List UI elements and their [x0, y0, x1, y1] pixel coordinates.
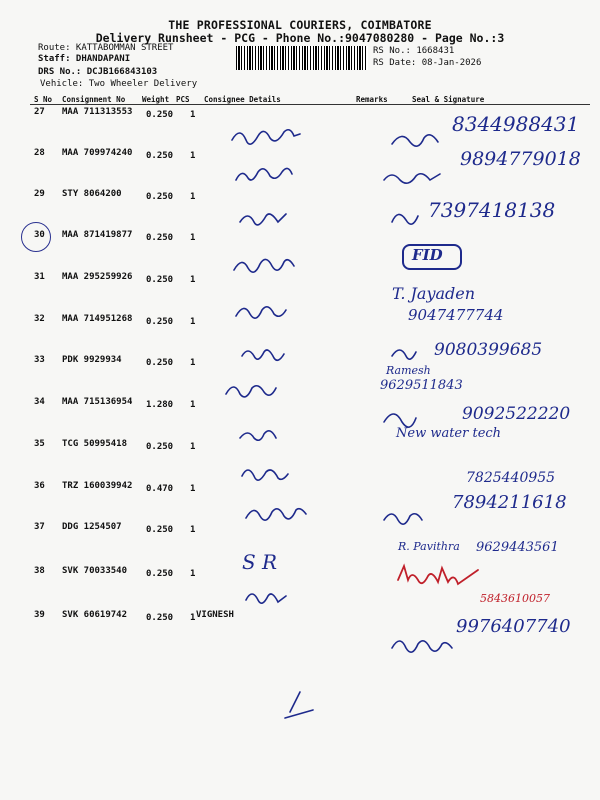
- row-sno: 39: [34, 610, 45, 620]
- seal-signature-27: [392, 135, 438, 146]
- row-consignment-no: DDG 1254507: [62, 522, 122, 532]
- row-pcs: 1: [190, 110, 196, 120]
- row-pcs: 1: [190, 400, 196, 410]
- row-pcs: 1: [190, 233, 196, 243]
- row-consignment-no: TRZ 160039942: [62, 481, 133, 491]
- consignee-signature-27: [232, 130, 300, 144]
- consignee-signature-33: [242, 350, 284, 360]
- row-pcs: 1: [190, 569, 196, 579]
- rs-date: RS Date: 08-Jan-2026: [373, 58, 482, 68]
- seal-signature-37: [384, 514, 422, 524]
- row-weight: 0.470: [146, 484, 174, 494]
- hand-phone-37: 7894211618: [452, 492, 567, 513]
- row-sno: 29: [34, 189, 45, 199]
- hand-note-35: New water tech: [396, 426, 502, 441]
- row-consignment-no: MAA 714951268: [62, 314, 133, 324]
- row-pcs: 1: [190, 358, 196, 368]
- stray-pen-line: [285, 692, 313, 718]
- hand-phone-31: 9047477744: [408, 306, 504, 324]
- col-sno: S No: [34, 95, 53, 104]
- row-weight: 1.280: [146, 400, 174, 410]
- hand-name-31: T. Jayaden: [392, 284, 476, 303]
- hand-name-38: R. Pavithra: [398, 540, 460, 553]
- consignee-signature-37: [246, 509, 306, 521]
- row-consignment-no: PDK 9929934: [62, 355, 122, 365]
- row-weight: 0.250: [146, 110, 174, 120]
- row-sno: 36: [34, 481, 45, 491]
- hand-phone-27: 8344988431: [452, 112, 580, 136]
- hand-phone-38: 9629443561: [476, 540, 559, 555]
- consignee-signature-39: [246, 594, 286, 603]
- row-sno: 28: [34, 148, 45, 158]
- col-weight: Weight: [142, 95, 170, 104]
- row-pcs: 1: [190, 317, 196, 327]
- staff-label: Staff: DHANDAPANI: [38, 54, 131, 64]
- row-consignment-no: MAA 715136954: [62, 397, 133, 407]
- consignee-signature-31: [234, 259, 294, 272]
- row-sno: 33: [34, 355, 45, 365]
- seal-signature-29: [392, 214, 418, 224]
- seal-signature-39: [392, 641, 452, 652]
- row-pcs: 1: [190, 151, 196, 161]
- row-weight: 0.250: [146, 317, 174, 327]
- route-label: Route: KATTABOMMAN STREET: [38, 43, 174, 53]
- hand-fid: FID: [412, 246, 443, 264]
- seal-signature-33: [392, 350, 416, 359]
- hand-phone-35: 9092522220: [462, 404, 571, 424]
- row-pcs: 1: [190, 442, 196, 452]
- row-consignee: VIGNESH: [196, 610, 234, 620]
- row-sno: 31: [34, 272, 45, 282]
- consignee-signature-28: [236, 168, 292, 180]
- row-consignment-no: SVK 60619742: [62, 610, 128, 620]
- row-sno: 27: [34, 107, 45, 117]
- col-seal: Seal & Signature: [412, 95, 485, 104]
- row-weight: 0.250: [146, 358, 174, 368]
- row-consignment-no: MAA 871419877: [62, 230, 133, 240]
- row-consignment-no: MAA 709974240: [62, 148, 133, 158]
- row-weight: 0.250: [146, 525, 174, 535]
- hand-phone-33: 9080399685: [434, 340, 543, 360]
- consignee-signature-32: [236, 307, 286, 318]
- rs-number: RS No.: 1668431: [373, 46, 455, 56]
- row-pcs: 1: [190, 613, 196, 623]
- row-sno: 32: [34, 314, 45, 324]
- row-consignment-no: MAA 295259926: [62, 272, 133, 282]
- hand-name-34: Ramesh: [386, 364, 431, 377]
- row-pcs: 1: [190, 192, 196, 202]
- consignee-signature-34: [226, 386, 276, 397]
- row-weight: 0.250: [146, 151, 174, 161]
- hand-sig-sr: S R: [242, 550, 278, 574]
- row-weight: 0.250: [146, 275, 174, 285]
- row-consignment-no: SVK 70033540: [62, 566, 128, 576]
- row-pcs: 1: [190, 525, 196, 535]
- col-consignment: Consignment No: [62, 95, 126, 104]
- col-consignee: Consignee Details: [204, 95, 281, 104]
- row-sno: 30: [34, 230, 45, 240]
- consignee-signature-36: [242, 470, 288, 480]
- drs-number: DRS No.: DCJB166843103: [38, 67, 158, 77]
- row-consignment-no: TCG 50995418: [62, 439, 128, 449]
- row-weight: 0.250: [146, 569, 174, 579]
- row-weight: 0.250: [146, 442, 174, 452]
- consignee-signature-29: [240, 214, 286, 225]
- company-title: THE PROFESSIONAL COURIERS, COIMBATORE: [168, 18, 432, 32]
- red-signature-38: [398, 566, 478, 584]
- row-sno: 35: [34, 439, 45, 449]
- vehicle-label: Vehicle: Two Wheeler Delivery: [40, 79, 198, 89]
- hand-phone-36: 7825440955: [466, 470, 556, 486]
- row-consignment-no: STY 8064200: [62, 189, 122, 199]
- hand-phone-28: 9894779018: [460, 148, 581, 170]
- row-pcs: 1: [190, 484, 196, 494]
- hand-phone-29: 7397418138: [428, 198, 556, 222]
- row-sno: 37: [34, 522, 45, 532]
- row-weight: 0.250: [146, 613, 174, 623]
- hand-phone-39: 9976407740: [456, 616, 571, 637]
- row-pcs: 1: [190, 275, 196, 285]
- row-weight: 0.250: [146, 233, 174, 243]
- hand-phone-34: 9629511843: [380, 378, 463, 393]
- row-consignment-no: MAA 711313553: [62, 107, 133, 117]
- col-pcs: PCS: [176, 95, 190, 104]
- row-sno: 34: [34, 397, 45, 407]
- consignee-signature-35: [240, 431, 276, 440]
- hand-red-phone-38: 5843610057: [480, 592, 550, 605]
- col-remarks: Remarks: [356, 95, 388, 104]
- seal-signature-28: [384, 174, 440, 183]
- runsheet-title: Delivery Runsheet - PCG - Phone No.:9047080280 - Page No.:3: [95, 31, 505, 45]
- row-weight: 0.250: [146, 192, 174, 202]
- row-sno: 38: [34, 566, 45, 576]
